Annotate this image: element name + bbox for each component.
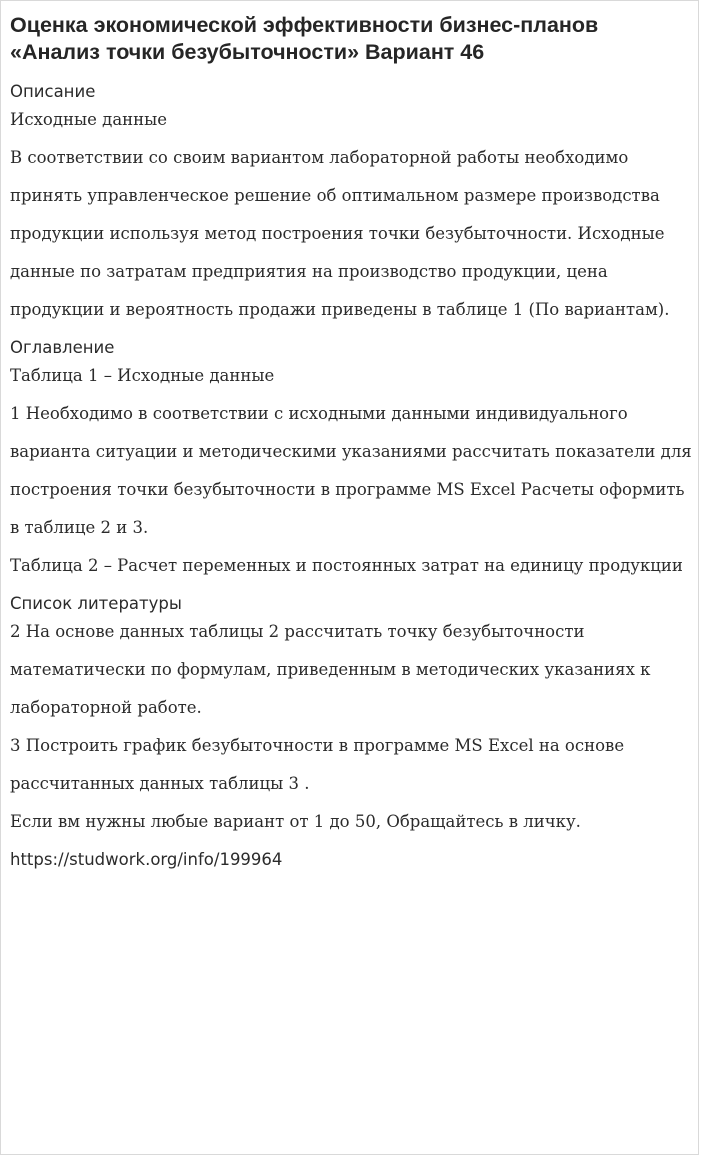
title-line-1: Оценка экономической эффективности бизнес-планов xyxy=(10,13,599,37)
paragraph-line: Таблица 2 – Расчет переменных и постоянных затрат на единицу продукции xyxy=(10,556,683,575)
paragraph-line: варианта ситуации и методическими указаниями рассчитать показатели для xyxy=(10,442,692,461)
source-link[interactable]: https://studwork.org/info/199964 xyxy=(10,850,283,869)
section-source-data: Исходные данные xyxy=(10,110,168,129)
section-description: Описание xyxy=(10,82,96,101)
paragraph-line: 2 На основе данных таблицы 2 рассчитать точку безубыточности xyxy=(10,622,585,641)
paragraph-line: В соответствии со своим вариантом лабораторной работы необходимо xyxy=(10,148,629,167)
document-title xyxy=(10,12,696,66)
paragraph-line: 3 Построить график безубыточности в программе MS Excel на основе xyxy=(10,736,625,755)
paragraph-line: 1 Необходимо в соответствии с исходными данными индивидуального xyxy=(10,404,628,423)
paragraph-line: продукции используя метод построения точки безубыточности. Исходные xyxy=(10,224,665,243)
title-line-2: «Анализ точки безубыточности» Вариант 46 xyxy=(10,40,485,64)
section-references: Список литературы xyxy=(10,594,182,613)
section-toc: Оглавление xyxy=(10,338,115,357)
paragraph-line: данные по затратам предприятия на производство продукции, цена xyxy=(10,262,608,281)
paragraph-line: в таблице 2 и 3. xyxy=(10,518,149,537)
paragraph-line: Если вм нужны любые вариант от 1 до 50, Обращайтесь в личку. xyxy=(10,812,581,831)
paragraph-line: рассчитанных данных таблицы 3 . xyxy=(10,774,310,793)
document-body xyxy=(10,78,696,874)
paragraph-line: построения точки безубыточности в программе MS Excel Расчеты оформить xyxy=(10,480,685,499)
paragraph-line: продукции и вероятность продажи приведены в таблице 1 (По вариантам). xyxy=(10,300,670,319)
paragraph-line: принять управленческое решение об оптимальном размере производства xyxy=(10,186,660,205)
paragraph-line: математически по формулам, приведенным в методических указаниях к xyxy=(10,660,651,679)
section-table1: Таблица 1 – Исходные данные xyxy=(10,366,275,385)
paragraph-line: лабораторной работе. xyxy=(10,698,202,717)
